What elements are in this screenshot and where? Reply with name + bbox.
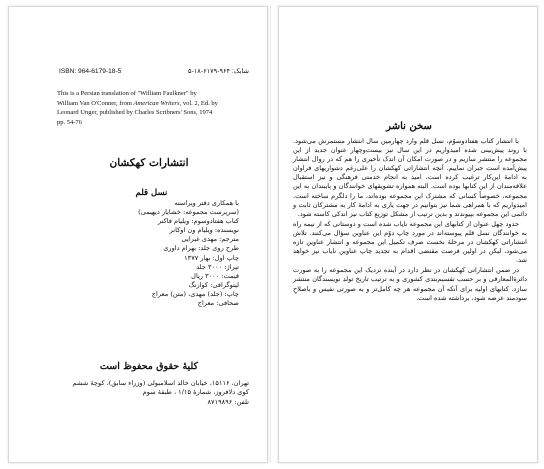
english-note-line: William Van O'Conner, from: [57, 99, 134, 107]
page-gutter: [270, 6, 271, 463]
page-heading: سخن ناشر: [386, 121, 432, 132]
isbn-english: ISBN: 964-6179-18-5: [59, 68, 122, 75]
colophon-line: مترجم: مهدی غبرایی: [181, 235, 239, 244]
colophon-line: صحافی: معراج: [197, 299, 239, 308]
english-note-line: This is a Persian translation of "William Faulkner" by: [57, 90, 197, 97]
colophon-line: قیمت: ۳۰۰۰ ریال: [191, 271, 239, 280]
english-note-line: Leonard Unger, published by Charles Scribners' Sons, 1974: [57, 109, 213, 117]
colophon-line: تیراژ: ۳۰۰۰ جلد: [196, 262, 239, 271]
copyright-page: [8, 6, 268, 463]
paragraph: در ضمن انتشاراتی کهکشان در نظر دارد در آینده نزدیک این مجموعه را به صورت دائرةالمعارفی و بر حسب تقسیم‌بندی کشوری و به ترتیب تاریخ تولد نویسندگان منتشر سازد. کتابهای اولیه برای آنکه آن مجموعه هر چه کامل‌تر و به صورتی نفیس و باصلاحِ سودمند عرضه شود، برداشته شده است.: [293, 266, 527, 302]
english-note-line: , vol. 2, Ed. by: [179, 99, 218, 107]
address-line: تهران، ۱۵۱۱۶، خیابان خالد اسلامبولی (وزراء سابق)، کوچهٔ ششم: [72, 379, 249, 387]
colophon-line: لیتوگرافی: کوارنگ: [188, 280, 239, 289]
copyright-notice: کلیهٔ حقوق محفوظ است: [99, 361, 199, 372]
publisher-address: [64, 379, 249, 407]
colophon-line: طرح روی جلد: بهرام داوری: [163, 244, 239, 253]
phone-line: تلفن: ۸۷۱۹۸۹۶: [207, 397, 249, 406]
english-note-book-title: American Writers: [133, 99, 180, 107]
series-title: نسل قلم: [135, 188, 168, 198]
isbn-line: [59, 67, 249, 76]
address-line: کوی دلافروز، شمارهٔ ۱/۱۵ ، طبقهٔ سوم: [142, 388, 249, 397]
colophon-line: نویسنده: ویلیام ون اوکانر: [169, 226, 239, 235]
colophon: [64, 187, 239, 308]
publisher-note-page: [278, 6, 538, 463]
colophon-line: چاپ: (جلد) مهدی، (متن) معراج: [151, 289, 239, 298]
colophon-line: کتاب هفتادوسوم: ویلیام فاکنر: [157, 217, 239, 226]
colophon-line: (سرپرست مجموعه: خشایار دیهیمی): [138, 208, 239, 217]
english-note-line: pp. 54-76: [57, 118, 82, 126]
paragraph: حدود چهل عنوان از کتابهای این مجموعه نایاب شده است و دوستانی که از نیمه راه به خوانندگان نسل قلم پیوسته‌اند در مورد چاپ دوّم این عناوین سؤال می‌کنند. تلاش انتشاراتی کهکشان در مرحلهٔ نخست صرف تکمیل این مجموعه و انتشار عناوین تازه می‌شود، لیکن در اولین فرصت مقتضی اقدام به تجدید چاپ عناوین نایاب نیز خواهد شد.: [293, 219, 527, 265]
publisher-name: انتشارات کهکشان: [109, 157, 189, 169]
publisher-note-body: [293, 137, 527, 303]
colophon-line: چاپ اول: بهار ۱۳۷۷: [184, 253, 239, 262]
isbn-persian: شابک: ۹۶۴-۶۱۷۹-۱۸-۵: [188, 68, 249, 75]
colophon-line: با همکاری دفتر ویراسته: [174, 199, 239, 207]
paragraph: با انتشار کتاب هفتادوسوّم، نسل قلم وارد چهارمین سال انتشار مستمرش می‌شود. با روند پیش‌بینی شده امیدواریم در این سال نیز بیست‌وچهار عنوان جدید از این مجموعه را منتشر سازیم و در صورت امکان آن اندک تأخیری را هم که در روال انتشار پیش‌آمده است جبران نماییم. آنچه انتشاراتی کهکشان را علی‌رغم دشواریهای فراوان به ادامهٔ این‌کار ترغیب کرده است، امید به انجام خدمتی فرهنگی و نیز استقبال علاقه‌مندان از این کتابها بوده است. البته همواره تشویقهای خوانندگان و پایبندان به این مجموعه، خصوصاً کسانی که مشترک این مجموعه بوده‌اند، ما را دلگرم ساخته است. امیدواریم که با همراهی شما نیز بتوانیم در جهت یاری به ادامهٔ کار به مشترکان ثابت و دائمی این مجموعه بپیوندند و بدین ترتیب از مشکل توزیع کتاب نیز اندکی کاسته شود.: [293, 137, 527, 218]
english-translation-note: [57, 89, 252, 127]
